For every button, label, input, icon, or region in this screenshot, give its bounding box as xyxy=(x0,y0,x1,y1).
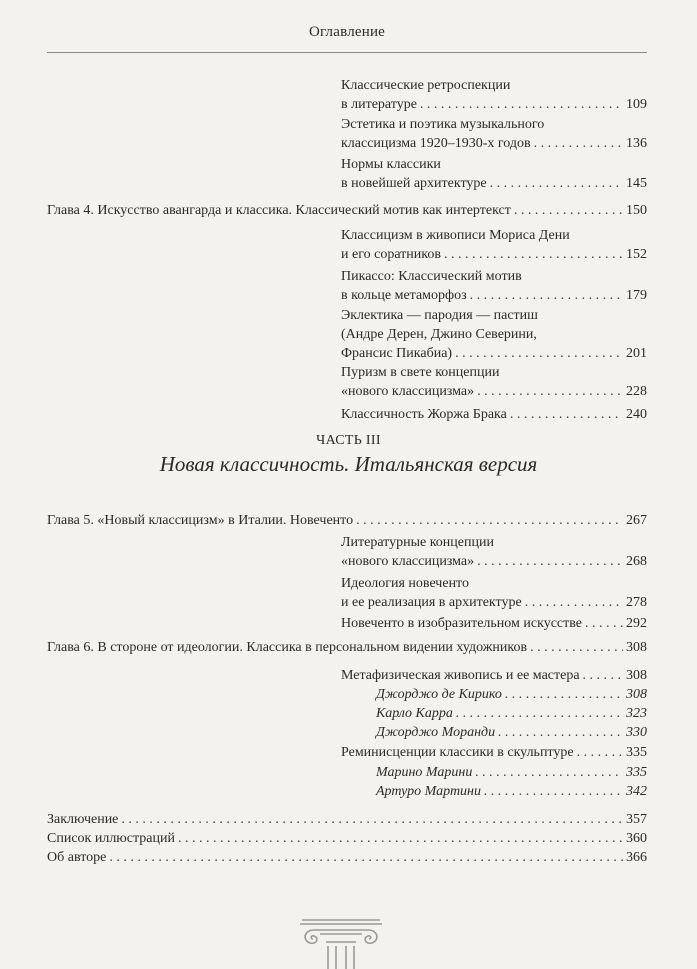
dot-leader xyxy=(420,95,623,114)
toc-backmatter-entry[interactable] xyxy=(47,848,647,867)
dot-leader xyxy=(455,344,623,363)
toc-entry[interactable] xyxy=(341,174,647,193)
page-number: 228 xyxy=(626,384,647,399)
toc-entry-text: Пуризм в свете концепции xyxy=(341,365,500,380)
toc-entry-text: Список иллюстраций xyxy=(47,831,175,846)
toc-entry-text: классицизма 1920–1930-х годов xyxy=(341,136,531,151)
dot-leader xyxy=(477,382,623,401)
toc-chapter-entry[interactable] xyxy=(47,638,647,657)
toc-entry[interactable] xyxy=(341,382,647,401)
page-number: 145 xyxy=(626,176,647,191)
toc-chapter-text: Глава 4. Искусство авангарда и классика. Классический мотив как интертекст xyxy=(47,203,511,218)
toc-chapter-text: Глава 5. «Новый классицизм» в Италии. Новеченто xyxy=(47,513,354,528)
page-number: 152 xyxy=(626,247,647,262)
toc-entry[interactable] xyxy=(341,405,647,424)
toc-entry-text: (Андре Дерен, Джино Северини, xyxy=(341,327,537,342)
page-number: 323 xyxy=(626,706,647,721)
toc-entry[interactable] xyxy=(341,95,647,114)
toc-entry-text: Классические ретроспекции xyxy=(341,78,511,93)
dot-leader xyxy=(178,829,623,848)
toc-entry-text: в кольце метаморфоз xyxy=(341,288,467,303)
toc-entry-text: Джорджо де Кирико xyxy=(376,687,502,702)
toc-entry[interactable] xyxy=(341,134,647,153)
page-title: Оглавление xyxy=(47,24,647,53)
page-number: 278 xyxy=(626,595,647,610)
dot-leader xyxy=(510,405,623,424)
toc-entry-text: Карло Карра xyxy=(376,706,453,721)
toc-entry-text: Франсис Пикабиа) xyxy=(341,346,453,361)
page-number: 267 xyxy=(626,513,647,528)
page-number: 308 xyxy=(626,640,647,655)
toc-entry-text: Реминисценции классики в скульптуре xyxy=(341,745,574,760)
toc-entry[interactable] xyxy=(341,245,647,264)
toc-entry-text: Классичность Жоржа Брака xyxy=(341,407,507,422)
dot-leader xyxy=(585,614,623,633)
dot-leader xyxy=(456,704,623,723)
dot-leader xyxy=(109,848,623,867)
toc-entry-text: Заключение xyxy=(47,812,119,827)
toc-entry-text: Пикассо: Классический мотив xyxy=(341,269,522,284)
dot-leader xyxy=(525,593,623,612)
toc-entry-text: и его соратников xyxy=(341,247,441,262)
dot-leader xyxy=(477,552,623,571)
toc-entry[interactable] xyxy=(341,286,647,305)
toc-entry-text: Идеология новеченто xyxy=(341,576,469,591)
toc-entry-text: Артуро Мартини xyxy=(376,784,481,799)
part-label: ЧАСТЬ III xyxy=(316,433,381,448)
dot-leader xyxy=(583,666,623,685)
toc-entry-text: Об авторе xyxy=(47,850,107,865)
dot-leader xyxy=(505,685,623,704)
toc-subentry[interactable] xyxy=(376,723,647,742)
toc-entry-text: Новеченто в изобразительном искусстве xyxy=(341,616,582,631)
dot-leader xyxy=(121,810,623,829)
toc-entry[interactable] xyxy=(341,593,647,612)
toc-entry[interactable] xyxy=(341,743,647,762)
page-number: 335 xyxy=(626,765,647,780)
toc-subentry[interactable] xyxy=(376,763,647,782)
page-number: 292 xyxy=(626,616,647,631)
dot-leader xyxy=(498,723,623,742)
toc-entry-text: Джорджо Моранди xyxy=(376,725,496,740)
page-number: 308 xyxy=(626,668,647,683)
dot-leader xyxy=(356,511,623,530)
toc-entry-text: Литературные концепции xyxy=(341,535,494,550)
toc-subentry[interactable] xyxy=(376,782,647,801)
toc-entry-text: Классицизм в живописи Мориса Дени xyxy=(341,228,570,243)
page-number: 201 xyxy=(626,346,647,361)
toc-entry-text: Нормы классики xyxy=(341,157,441,172)
toc-entry-text: и ее реализация в архитектуре xyxy=(341,595,522,610)
toc-entry-text: Эклектика — пародия — пастиш xyxy=(341,308,538,323)
toc-entry-text: «нового классицизма» xyxy=(341,384,475,399)
dot-leader xyxy=(444,245,623,264)
toc-chapter-text: Глава 6. В стороне от идеологии. Классика в персональном видении художников xyxy=(47,640,528,655)
page-number: 136 xyxy=(626,136,647,151)
page-number: 366 xyxy=(626,850,647,865)
toc-entry-text: Марино Марини xyxy=(376,765,473,780)
page-number: 150 xyxy=(626,203,647,218)
dot-leader xyxy=(577,743,623,762)
toc-entry-text: Метафизическая живопись и ее мастера xyxy=(341,668,580,683)
page-number: 330 xyxy=(626,725,647,740)
toc-subentry[interactable] xyxy=(376,685,647,704)
toc-entry-text: Эстетика и поэтика музыкального xyxy=(341,117,545,132)
ionic-capital-icon xyxy=(296,912,386,969)
dot-leader xyxy=(475,763,623,782)
toc-subentry[interactable] xyxy=(376,704,647,723)
page-number: 268 xyxy=(626,554,647,569)
toc-entry[interactable] xyxy=(341,666,647,685)
toc-chapter-entry[interactable] xyxy=(47,201,647,220)
dot-leader xyxy=(514,201,623,220)
toc-entry-text: «нового классицизма» xyxy=(341,554,475,569)
toc-backmatter-entry[interactable] xyxy=(47,810,647,829)
toc-entry-text: в новейшей архитектуре xyxy=(341,176,487,191)
dot-leader xyxy=(490,174,623,193)
page-number: 335 xyxy=(626,745,647,760)
page-number: 308 xyxy=(626,687,647,702)
toc-entry-text: в литературе xyxy=(341,97,417,112)
page-number: 360 xyxy=(626,831,647,846)
toc-chapter-entry[interactable] xyxy=(47,511,647,530)
dot-leader xyxy=(484,782,623,801)
dot-leader xyxy=(534,134,623,153)
dot-leader xyxy=(470,286,623,305)
part-title: Новая классичность. Итальянская версия xyxy=(159,452,538,476)
page-number: 179 xyxy=(626,288,647,303)
page-number: 342 xyxy=(626,784,647,799)
toc-backmatter-entry[interactable] xyxy=(47,829,647,848)
page-number: 109 xyxy=(626,97,647,112)
page-number: 240 xyxy=(626,407,647,422)
toc-entry[interactable] xyxy=(341,552,647,571)
dot-leader xyxy=(530,638,623,657)
page-number: 357 xyxy=(626,812,647,827)
toc-entry[interactable] xyxy=(341,344,647,363)
toc-entry[interactable] xyxy=(341,614,647,633)
